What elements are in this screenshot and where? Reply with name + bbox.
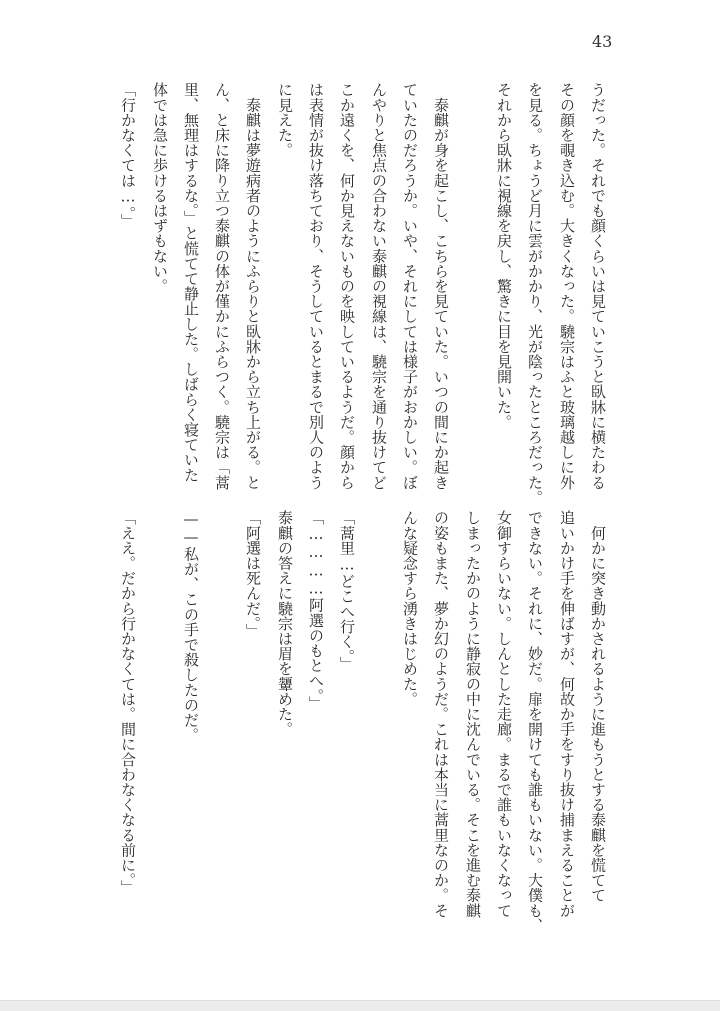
text-column: に見えた。: [276, 82, 294, 158]
text-column: 里、無理はするな。」と慌てて静止した。しばらく寝ていた: [182, 82, 200, 483]
text-column: 体では急に歩けるはずもない。: [151, 82, 169, 294]
text-column: うだった。それでも顔くらいは見ていこうと臥牀に横たわる: [589, 82, 607, 490]
text-column: 追いかけ手を伸ばすが、何故か手をすり抜け捕まえることが: [558, 510, 576, 918]
text-column: んやりと焦点の合わない泰麒の視線は、驍宗を通り抜けてど: [370, 82, 388, 490]
text-column: それから臥牀に視線を戻し、驚きに目を見開いた。: [495, 82, 513, 430]
text-column: できない。それに、妙だ。扉を開けても誰もいない。大僕も、: [526, 510, 544, 933]
text-column: 「行かなくては…。」: [119, 82, 137, 229]
text-column: 「蒿里…どこへ行く。」: [338, 510, 356, 672]
text-column: 「ええ。だから行かなくては。間に合わなくなる前に。」: [119, 510, 137, 896]
text-column: の姿もまた、夢か幻のようだ。これは本当に蒿里なのか。そ: [432, 510, 450, 918]
text-column: こか遠くを、何か見えないものを映しているようだ。顔から: [338, 82, 356, 490]
text-column: ——私が、この手で殺したのだ。: [182, 510, 200, 743]
text-column: 「…………阿選のもとへ。」: [307, 510, 325, 711]
text-column: は表情が抜け落ちており、そうしているとまるで別人のよう: [307, 82, 325, 490]
text-column: 泰麒の答えに驍宗は眉を顰めた。: [276, 510, 294, 737]
text-column: 「阿選は死んだ。」: [244, 510, 262, 639]
text-column: 泰麒が身を起こし、こちらを見ていた。いつの間にか起き: [432, 82, 450, 490]
page-bottom-edge: [0, 1000, 720, 1011]
text-column: んな疑念すら湧きはじめた。: [401, 510, 419, 707]
text-column: 女御すらいない。しんとした走廊。まるで誰もいなくなって: [495, 510, 513, 918]
text-column: その顔を覗き込む。大きくなった。驍宗はふと玻璃越しに外: [558, 82, 576, 490]
text-column: ていたのだろうか。いや、それにしては様子がおかしい。ぼ: [401, 82, 419, 490]
text-column: 泰麒は夢遊病者のようにふらりと臥牀から立ち上がる。と: [244, 82, 262, 490]
text-column: ん、と床に降り立つ泰麒の体が僅かにふらつく。驍宗は「蒿: [213, 82, 231, 490]
text-column: を見る。ちょうど月に雲がかかり、光が陰ったところだった。: [526, 82, 544, 505]
page-number: 43: [592, 32, 613, 51]
text-column: しまったかのように静寂の中に沈んでいる。そこを進む泰麒: [464, 510, 482, 918]
text-column: 何かに突き動かされるように進もうとする泰麒を慌てて: [589, 510, 607, 903]
